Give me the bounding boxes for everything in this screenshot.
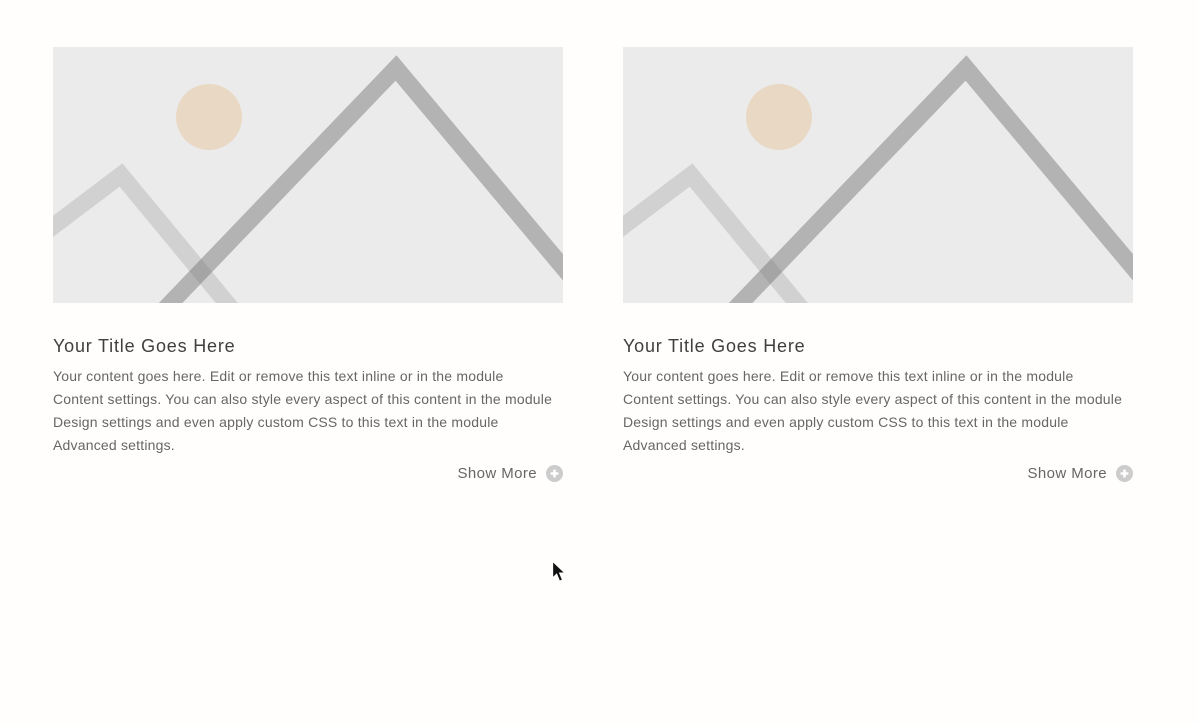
sun-icon: [746, 84, 812, 150]
placeholder-image-svg: [53, 47, 563, 303]
show-more-row: [623, 462, 1133, 484]
body-line: Content settings. You can also style every aspect of this content in the module: [623, 391, 1123, 407]
sun-icon: [176, 84, 242, 150]
body-line: Advanced settings.: [53, 437, 175, 453]
card-body: [623, 365, 1133, 457]
card-body: [53, 365, 563, 457]
show-more-link[interactable]: [1028, 465, 1133, 482]
body-line: Design settings and even apply custom CSS to this text in the module: [623, 414, 1069, 430]
card-title: Your Title Goes Here: [53, 336, 236, 356]
body-line: Design settings and even apply custom CSS to this text in the module: [53, 414, 499, 430]
body-line: Your content goes here. Edit or remove this text inline or in the module: [623, 368, 1074, 384]
show-more-label: Show More: [1027, 464, 1107, 482]
body-line: Your content goes here. Edit or remove this text inline or in the module: [53, 368, 504, 384]
body-line: Content settings. You can also style every aspect of this content in the module: [53, 391, 553, 407]
placeholder-image: [623, 47, 1133, 303]
cards-row: [53, 47, 1133, 484]
mouse-cursor-icon: [551, 560, 569, 584]
placeholder-image: [53, 47, 563, 303]
show-more-row: [53, 462, 563, 484]
placeholder-image-svg: [623, 47, 1133, 303]
show-more-label: Show More: [457, 464, 537, 482]
body-line: Advanced settings.: [623, 437, 745, 453]
blurb-card-1: [53, 47, 563, 484]
plus-circle-icon[interactable]: [1116, 465, 1133, 482]
card-title: Your Title Goes Here: [623, 336, 806, 356]
plus-circle-icon[interactable]: [546, 465, 563, 482]
blurb-card-2: [623, 47, 1133, 484]
show-more-link[interactable]: [458, 465, 563, 482]
